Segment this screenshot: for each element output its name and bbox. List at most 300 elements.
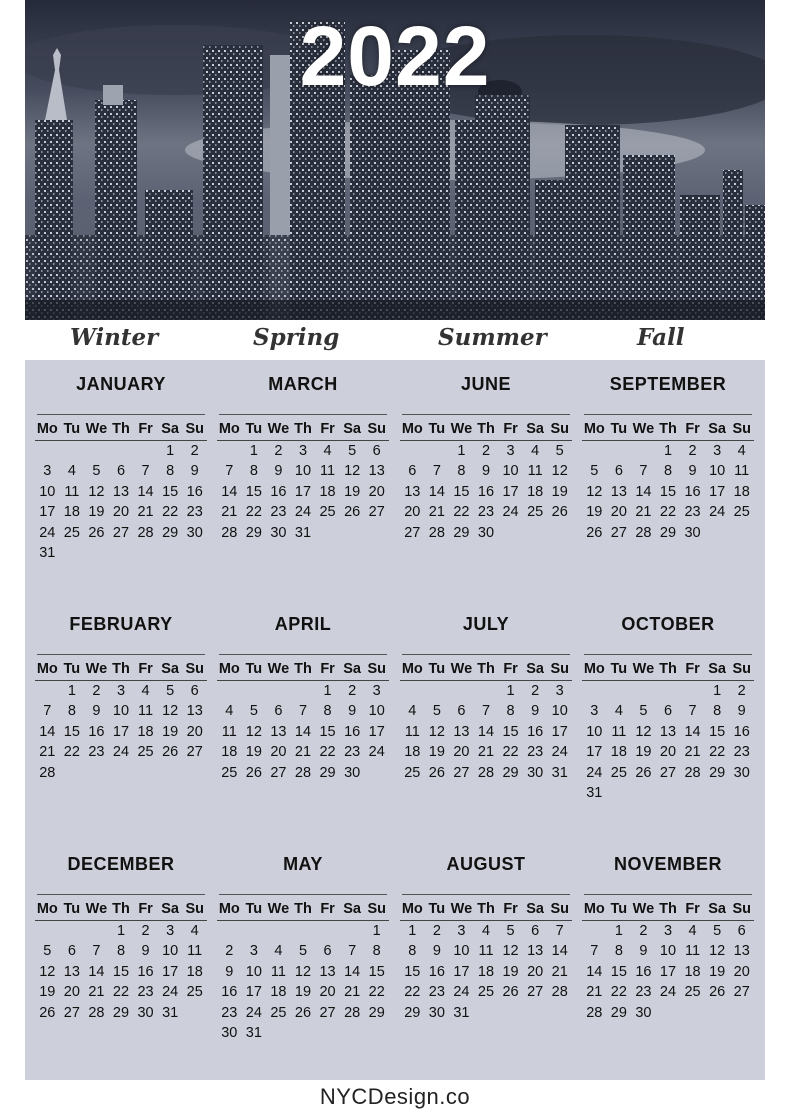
day-number: 26 [428, 764, 445, 781]
weekday-label: Su [182, 419, 207, 441]
day-number: 11 [187, 943, 203, 959]
day-number: 2 [531, 682, 540, 699]
calendar-panel [25, 360, 765, 1080]
month-divider [402, 894, 570, 895]
weekday-label: We [84, 659, 109, 681]
day-number: 21 [137, 504, 154, 520]
weekday-label: We [84, 899, 109, 921]
day-number: 14 [477, 723, 495, 740]
day-number: 4 [408, 703, 417, 719]
day-number: 7 [225, 463, 234, 479]
day-number: 10 [453, 943, 470, 959]
day-number: 12 [294, 963, 312, 980]
weekday-label: We [266, 419, 291, 441]
day-number: 9 [190, 463, 199, 479]
day-number: 18 [527, 483, 544, 500]
day-number: 9 [688, 463, 697, 479]
empty-day [425, 681, 450, 702]
month-name: OCTOBER [621, 614, 715, 634]
weekday-label: Tu [60, 659, 85, 681]
day-number: 6 [116, 463, 126, 479]
empty-day [340, 921, 365, 942]
day-number: 1 [67, 682, 76, 699]
day-number: 26 [709, 984, 726, 1000]
day-number: 16 [477, 483, 495, 500]
month-january [35, 374, 207, 564]
month-name: JANUARY [76, 374, 166, 394]
day-number: 2 [432, 922, 441, 939]
day-number: 11 [138, 703, 154, 719]
day-number: 1 [249, 442, 258, 459]
day-number: 5 [166, 682, 175, 699]
day-number: 19 [294, 984, 312, 1000]
day-number: 6 [190, 682, 199, 699]
month-divider [219, 414, 387, 415]
day-number: 10 [162, 943, 179, 959]
weekday-label: Tu [425, 419, 450, 441]
day-number: 16 [221, 984, 238, 1000]
month-name: MARCH [268, 374, 338, 394]
weekday-label: Su [729, 419, 754, 441]
day-number: 14 [294, 723, 312, 740]
weekday-label: Mo [217, 419, 242, 441]
weekday-label: Sa [523, 899, 548, 921]
weekday-label: Th [291, 419, 316, 441]
day-number: 1 [713, 682, 722, 699]
day-number: 8 [408, 943, 417, 959]
season-fall: Fall [637, 324, 685, 351]
day-number: 15 [63, 723, 80, 740]
day-number: 15 [453, 483, 470, 500]
weekday-label: Fr [498, 899, 523, 921]
weekday-label: Th [656, 419, 681, 441]
day-number: 25 [221, 764, 238, 781]
skyline-photo [25, 0, 765, 320]
day-number: 6 [531, 922, 540, 939]
day-number: 4 [737, 442, 746, 459]
day-number: 15 [162, 483, 179, 500]
empty-day [242, 921, 267, 942]
day-number: 25 [684, 984, 701, 1000]
day-number: 25 [477, 984, 495, 1000]
weekday-label: Fr [680, 419, 705, 441]
day-number: 5 [590, 463, 599, 479]
weekday-label: Sa [340, 419, 365, 441]
weekday-label: Su [547, 419, 572, 441]
day-number: 8 [506, 703, 515, 719]
weekday-label: Fr [498, 419, 523, 441]
month-name: MAY [283, 854, 323, 874]
weekday-label: Tu [60, 419, 85, 441]
day-number: 27 [453, 764, 470, 781]
weekday-label: Mo [35, 899, 60, 921]
day-number: 26 [294, 1004, 312, 1021]
day-number: 5 [348, 442, 357, 459]
day-number: 13 [112, 483, 130, 500]
day-number: 8 [457, 463, 466, 479]
day-number: 10 [502, 463, 519, 479]
day-grid [217, 419, 389, 543]
day-number: 4 [323, 442, 332, 459]
empty-day [582, 681, 607, 702]
day-number: 22 [502, 744, 519, 760]
day-number: 9 [274, 463, 283, 479]
day-number: 2 [737, 682, 746, 699]
day-number: 18 [477, 963, 495, 980]
day-number: 5 [555, 442, 564, 459]
empty-day [474, 681, 499, 702]
day-number: 28 [428, 524, 445, 541]
day-number: 24 [659, 984, 677, 1000]
day-number: 23 [344, 744, 361, 760]
day-number: 21 [39, 744, 56, 760]
weekday-label: We [84, 419, 109, 441]
day-number: 12 [162, 703, 179, 719]
weekday-label: Th [109, 419, 134, 441]
day-number: 7 [688, 703, 697, 719]
day-number: 14 [137, 483, 154, 500]
empty-day [35, 681, 60, 702]
day-number: 24 [586, 764, 603, 781]
weekday-label: We [631, 659, 656, 681]
day-number: 30 [428, 1004, 445, 1021]
empty-day [217, 441, 242, 462]
day-number: 26 [162, 744, 179, 760]
day-number: 29 [610, 1004, 627, 1021]
weekday-label: Tu [425, 659, 450, 681]
day-number: 9 [348, 703, 357, 719]
month-february [35, 614, 207, 783]
day-number: 4 [67, 463, 76, 479]
month-divider [219, 894, 387, 895]
day-number: 24 [39, 524, 56, 541]
month-name: NOVEMBER [613, 854, 722, 874]
empty-day [607, 441, 632, 462]
day-number: 21 [551, 963, 568, 980]
day-number: 17 [39, 504, 56, 520]
day-number: 11 [221, 723, 237, 740]
day-number: 16 [428, 963, 445, 980]
weekday-label: Mo [35, 419, 60, 441]
day-number: 10 [709, 463, 726, 479]
day-number: 30 [733, 764, 750, 781]
day-number: 18 [684, 963, 701, 980]
day-number: 10 [659, 943, 677, 959]
day-number: 30 [221, 1025, 238, 1041]
weekday-label: Fr [680, 659, 705, 681]
day-number: 11 [478, 943, 494, 959]
day-number: 5 [298, 943, 308, 959]
month-divider [402, 654, 570, 655]
month-april [217, 614, 389, 783]
day-number: 16 [270, 483, 287, 500]
day-number: 18 [319, 483, 336, 500]
day-number: 6 [323, 943, 332, 959]
day-number: 11 [527, 463, 543, 479]
weekday-label: We [266, 659, 291, 681]
day-number: 28 [551, 984, 568, 1000]
month-name: DECEMBER [67, 854, 175, 874]
day-number: 14 [551, 943, 568, 959]
day-number: 9 [141, 943, 150, 959]
day-number: 27 [659, 764, 677, 781]
weekday-label: Th [291, 899, 316, 921]
day-number: 5 [713, 922, 722, 939]
empty-day [400, 441, 425, 462]
day-number: 28 [221, 524, 238, 541]
day-number: 11 [611, 723, 627, 740]
month-divider [37, 894, 205, 895]
day-number: 28 [684, 764, 701, 781]
weekday-label: Mo [582, 899, 607, 921]
weekday-label: We [266, 899, 291, 921]
day-number: 1 [457, 442, 466, 459]
weekday-label: Sa [523, 659, 548, 681]
weekday-label: Su [364, 899, 389, 921]
weekday-label: Sa [158, 659, 183, 681]
weekday-label: Tu [242, 419, 267, 441]
day-number: 23 [527, 744, 544, 760]
weekday-label: Tu [607, 899, 632, 921]
day-number: 1 [116, 922, 126, 939]
day-number: 21 [428, 504, 445, 520]
empty-day [582, 441, 607, 462]
day-number: 5 [43, 943, 52, 959]
day-number: 18 [63, 504, 80, 520]
day-number: 5 [506, 922, 515, 939]
day-number: 16 [88, 723, 105, 740]
day-number: 11 [270, 963, 286, 980]
day-number: 22 [245, 504, 262, 520]
day-number: 8 [372, 943, 381, 959]
weekday-label: We [631, 899, 656, 921]
weekday-label: Tu [607, 419, 632, 441]
day-number: 17 [586, 744, 603, 760]
day-number: 15 [659, 483, 677, 500]
day-number: 18 [404, 744, 421, 760]
day-number: 16 [733, 723, 750, 740]
day-number: 2 [190, 442, 199, 459]
day-number: 3 [298, 442, 308, 459]
day-number: 14 [221, 483, 238, 500]
day-number: 8 [67, 703, 76, 719]
day-number: 8 [323, 703, 332, 719]
day-number: 18 [221, 744, 238, 760]
day-grid [582, 659, 754, 804]
day-number: 10 [39, 483, 56, 500]
day-number: 26 [635, 764, 652, 781]
day-number: 1 [166, 442, 175, 459]
day-number: 8 [713, 703, 722, 719]
day-number: 11 [404, 723, 420, 740]
day-number: 15 [404, 963, 421, 980]
day-number: 6 [408, 463, 417, 479]
weekday-label: Mo [400, 659, 425, 681]
day-number: 2 [688, 442, 697, 459]
day-number: 9 [531, 703, 540, 719]
day-number: 13 [319, 963, 336, 980]
day-number: 1 [663, 442, 673, 459]
weekday-label: Tu [60, 899, 85, 921]
day-number: 28 [88, 1004, 105, 1021]
day-number: 25 [404, 764, 421, 781]
day-number: 3 [116, 682, 126, 699]
weekday-label: Su [182, 659, 207, 681]
day-number: 22 [404, 984, 421, 1000]
day-number: 29 [245, 524, 262, 541]
day-number: 8 [166, 463, 175, 479]
day-number: 21 [684, 744, 701, 760]
day-number: 10 [245, 963, 262, 980]
month-march [217, 374, 389, 543]
day-number: 1 [506, 682, 515, 699]
weekday-label: Mo [400, 419, 425, 441]
day-number: 5 [249, 703, 258, 719]
day-number: 20 [319, 984, 336, 1000]
empty-day [315, 921, 340, 942]
day-number: 19 [502, 963, 519, 980]
day-number: 21 [586, 984, 603, 1000]
day-number: 18 [186, 963, 203, 980]
day-number: 24 [709, 504, 726, 520]
day-number: 23 [733, 744, 750, 760]
day-number: 29 [112, 1004, 130, 1021]
day-number: 18 [733, 483, 750, 500]
day-number: 7 [639, 463, 648, 479]
day-number: 29 [162, 524, 179, 541]
weekday-label: Sa [523, 419, 548, 441]
month-divider [37, 414, 205, 415]
month-divider [402, 414, 570, 415]
day-number: 7 [555, 922, 564, 939]
day-number: 19 [344, 483, 361, 500]
season-summer: Summer [438, 324, 547, 351]
day-number: 12 [586, 483, 603, 500]
weekday-label: Sa [158, 419, 183, 441]
weekday-label: Mo [400, 899, 425, 921]
weekday-label: Fr [315, 899, 340, 921]
empty-day [449, 681, 474, 702]
day-number: 15 [502, 723, 519, 740]
day-number: 14 [684, 723, 701, 740]
day-number: 2 [141, 922, 150, 939]
weekday-label: Th [474, 899, 499, 921]
season-spring: Spring [253, 324, 340, 351]
weekday-label: We [631, 419, 656, 441]
day-number: 2 [481, 442, 491, 459]
day-number: 14 [344, 963, 361, 980]
day-number: 15 [245, 483, 262, 500]
day-number: 11 [685, 943, 701, 959]
weekday-label: Mo [35, 659, 60, 681]
day-number: 30 [477, 524, 495, 541]
day-number: 25 [270, 1004, 287, 1021]
day-grid [35, 899, 207, 1023]
day-number: 3 [457, 922, 466, 939]
weekday-label: Tu [242, 899, 267, 921]
day-number: 22 [368, 984, 385, 1000]
weekday-label: Fr [133, 899, 158, 921]
month-july [400, 614, 572, 783]
day-number: 27 [63, 1004, 80, 1021]
day-number: 20 [453, 744, 470, 760]
day-number: 13 [610, 483, 627, 500]
day-number: 26 [245, 764, 262, 781]
day-number: 25 [63, 524, 80, 541]
empty-day [607, 681, 632, 702]
day-number: 27 [368, 504, 385, 520]
weekday-label: Sa [340, 899, 365, 921]
day-number: 10 [551, 703, 568, 719]
day-number: 26 [551, 504, 568, 520]
day-number: 10 [112, 703, 130, 719]
day-number: 20 [186, 723, 203, 740]
day-number: 28 [294, 764, 312, 781]
empty-day [425, 441, 450, 462]
day-number: 19 [245, 744, 262, 760]
day-number: 3 [43, 463, 52, 479]
day-number: 19 [39, 984, 56, 1000]
day-number: 22 [162, 504, 179, 520]
day-number: 3 [713, 442, 722, 459]
month-name: JUNE [460, 374, 511, 394]
weekday-label: Fr [315, 659, 340, 681]
day-number: 23 [221, 1004, 238, 1021]
day-number: 21 [344, 984, 361, 1000]
day-grid [217, 899, 389, 1044]
empty-day [35, 441, 60, 462]
day-number: 13 [63, 963, 80, 980]
weekday-label: Fr [680, 899, 705, 921]
empty-day [242, 681, 267, 702]
weekday-label: Fr [133, 659, 158, 681]
day-number: 23 [186, 504, 203, 520]
day-number: 25 [527, 504, 544, 520]
weekday-label: Th [474, 659, 499, 681]
weekday-label: Fr [315, 419, 340, 441]
day-number: 19 [428, 744, 445, 760]
day-number: 29 [404, 1004, 421, 1021]
day-number: 25 [137, 744, 154, 760]
day-number: 19 [635, 744, 652, 760]
day-number: 24 [245, 1004, 262, 1021]
day-number: 26 [502, 984, 519, 1000]
day-number: 16 [684, 483, 701, 500]
empty-day [217, 681, 242, 702]
day-number: 13 [527, 943, 544, 959]
day-number: 9 [481, 463, 491, 479]
day-number: 7 [43, 703, 52, 719]
day-number: 20 [404, 504, 421, 520]
day-number: 11 [734, 463, 750, 479]
month-name: APRIL [274, 614, 332, 634]
weekday-label: Sa [705, 419, 730, 441]
day-number: 27 [112, 524, 130, 541]
day-number: 23 [684, 504, 701, 520]
day-number: 25 [733, 504, 750, 520]
empty-day [35, 921, 60, 942]
day-number: 3 [590, 703, 599, 719]
month-name: SEPTEMBER [609, 374, 727, 394]
day-number: 17 [112, 723, 130, 740]
day-number: 9 [225, 963, 234, 980]
day-number: 13 [453, 723, 470, 740]
day-number: 22 [112, 984, 130, 1000]
day-number: 29 [502, 764, 519, 781]
day-number: 16 [137, 963, 154, 980]
day-number: 12 [39, 963, 56, 980]
day-number: 16 [344, 723, 361, 740]
